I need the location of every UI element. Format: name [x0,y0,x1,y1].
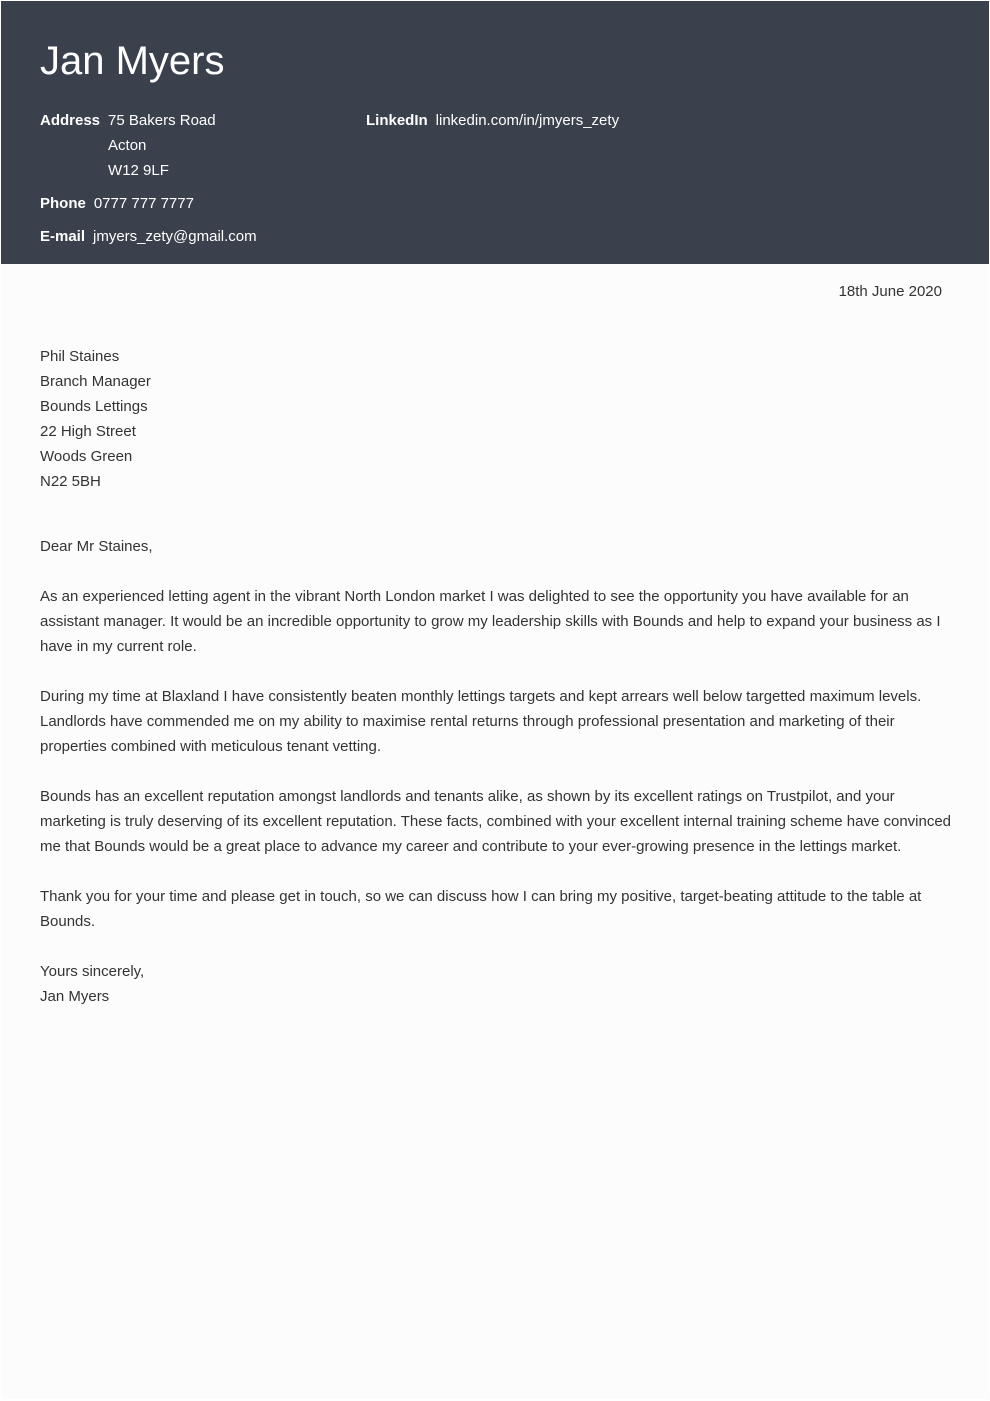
letter-body [40,534,954,1009]
recipient-name: Phil Staines [40,348,120,365]
cover-letter-page [1,1,989,1399]
paragraph-2: During my time at Blaxland I have consistently beaten monthly lettings targets and kept arrears well below targetted maximum levels. Landlords have commended me on my ability to maximise rental returns through professional presentation and marketing of their properties combined with meticulous tenant vetting. [40,688,922,755]
contact-linkedin [366,108,619,133]
linkedin-label: LinkedIn [366,112,428,129]
address-label: Address [40,112,101,129]
phone-value: 0777 777 7777 [93,195,194,212]
address-line-2: Acton [108,137,147,154]
address-line-3: W12 9LF [108,162,169,179]
recipient-block [40,344,151,494]
paragraph-1: As an experienced letting agent in the vibrant North London market I was delighted to see the opportunity you have available for an assistant manager. It would be an incredible opportunity to grow my leadership skills with Bounds and help to expand your business as I have in my current role. [40,588,941,655]
closing-block [40,959,954,1009]
salutation: Dear Mr Staines, [40,538,153,555]
recipient-town: Woods Green [40,448,133,465]
phone-label: Phone [40,195,86,212]
email-value: jmyers_zety@gmail.com [93,228,257,245]
address-lines [108,108,216,183]
recipient-street: 22 High Street [40,423,136,440]
letter-date: 18th June 2020 [838,283,942,300]
contact-email [40,224,257,249]
paragraph-4: Thank you for your time and please get in touch, so we can discuss how I can bring my positive, target-beating attitude to the table at Bounds. [40,888,922,930]
linkedin-value: linkedin.com/in/jmyers_zety [435,112,620,129]
recipient-title: Branch Manager [40,373,151,390]
contact-phone [40,191,194,216]
applicant-name: Jan Myers [40,39,225,83]
signature: Jan Myers [40,988,110,1005]
address-line-1: 75 Bakers Road [108,112,216,129]
email-label: E-mail [40,228,86,245]
recipient-postcode: N22 5BH [40,473,101,490]
recipient-company: Bounds Lettings [40,398,148,415]
closing-phrase: Yours sincerely, [40,963,145,980]
paragraph-3: Bounds has an excellent reputation amongst landlords and tenants alike, as shown by its excellent ratings on Trustpilot, and your marketing is truly deserving of its excellent reputation. These facts, combined with your excellent internal training scheme have convinced me that Bounds would be a great place to advance my career and contribute to your ever-growing presence in the lettings market. [40,788,952,855]
contact-address [40,108,216,183]
header-banner [1,1,989,264]
